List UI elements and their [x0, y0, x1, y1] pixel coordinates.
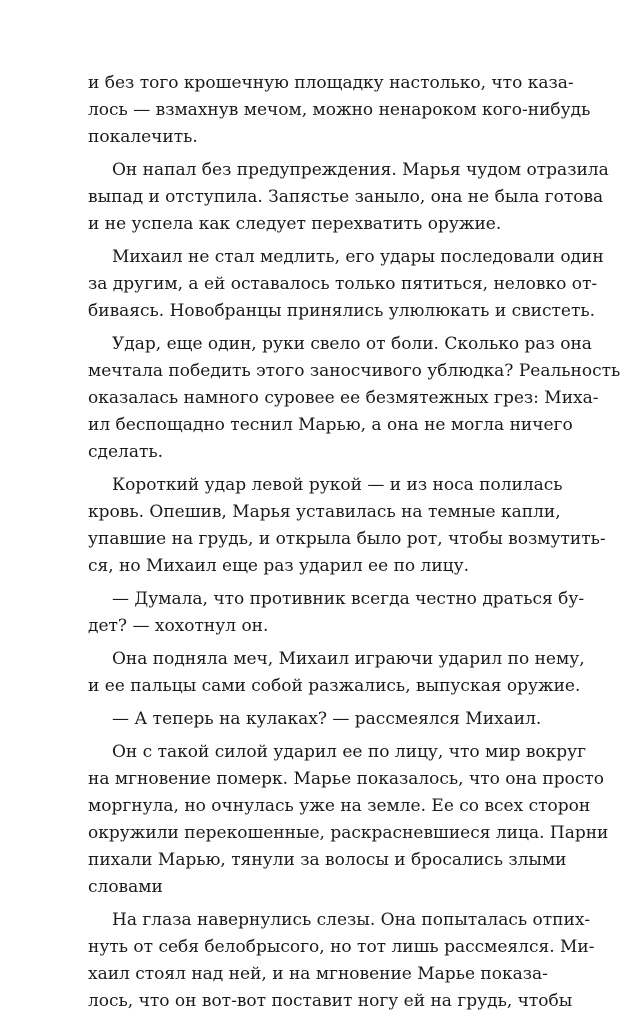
text-line: кровь. Опешив, Марья уставилась на темные капли, — [88, 502, 561, 522]
text-line: за другим, а ей оставалось только пятиться, неловко от- — [88, 274, 598, 294]
page-body — [88, 70, 621, 1021]
text-line: биваясь. Новобранцы принялись улюлюкать и свистеть. — [88, 301, 596, 321]
paragraph-2 — [88, 157, 609, 238]
text-line: моргнула, но очнулась уже на земле. Ее со всех сторон — [88, 796, 591, 816]
paragraph-7 — [88, 646, 585, 700]
text-line: на мгновение померк. Марье показалось, что она просто — [88, 769, 604, 789]
text-line: хаил стоял над ней, и на мгновение Марье показа- — [88, 964, 548, 984]
paragraph-6 — [88, 586, 585, 640]
text-line: Короткий удар левой рукой — и из носа полилась — [112, 475, 563, 495]
text-line: ил беспощадно теснил Марью, а она не могла ничего — [88, 415, 573, 435]
text-line: нуть от себя белобрысого, но тот лишь рассмеялся. Ми- — [88, 937, 595, 957]
paragraph-10 — [88, 907, 595, 1015]
text-line: и не успела как следует перехватить оружие. — [88, 214, 502, 234]
text-line: оказалась намного суровее ее безмятежных грез: Миха- — [88, 388, 599, 408]
paragraph-4 — [88, 331, 621, 466]
text-line: — А теперь на кулаках? — рассмеялся Михаил. — [112, 709, 542, 729]
paragraph-3 — [88, 244, 604, 325]
text-line: Она подняла меч, Михаил играючи ударил по нему, — [112, 649, 585, 669]
text-line: — Думала, что противник всегда честно драться бу- — [112, 589, 585, 609]
text-line: лось — взмахнув мечом, можно ненароком кого-нибудь — [88, 100, 591, 120]
text-line: покалечить. — [88, 127, 198, 147]
text-line: и без того крошечную площадку настолько, что каза- — [88, 73, 574, 93]
paragraph-1 — [88, 70, 591, 151]
text-line: ся, но Михаил еще раз ударил ее по лицу. — [88, 556, 470, 576]
text-line: Удар, еще один, руки свело от боли. Сколько раз она — [112, 334, 592, 354]
text-line: лось, что он вот-вот поставит ногу ей на грудь, чтобы — [88, 991, 573, 1011]
text-line: сделать. — [88, 442, 164, 462]
text-line: выпад и отступила. Запястье заныло, она не была готова — [88, 187, 604, 207]
paragraph-9 — [88, 739, 609, 901]
text-line: Он напал без предупреждения. Марья чудом отразила — [112, 160, 609, 180]
text-line: словами — [88, 877, 163, 897]
text-line: Михаил не стал медлить, его удары последовали один — [112, 247, 604, 267]
text-line: мечтала победить этого заносчивого ублюдка? Реальность — [88, 361, 621, 381]
text-line: На глаза навернулись слезы. Она попыталась отпих- — [112, 910, 591, 930]
paragraph-5 — [88, 472, 606, 580]
text-line: упавшие на грудь, и открыла было рот, чтобы возмутить- — [88, 529, 606, 549]
text-line: пихали Марью, тянули за волосы и бросались злыми — [88, 850, 567, 870]
text-line: дет? — хохотнул он. — [88, 616, 269, 636]
text-line: окружили перекошенные, раскрасневшиеся лица. Парни — [88, 823, 609, 843]
text-line: Он с такой силой ударил ее по лицу, что мир вокруг — [112, 742, 587, 762]
text-line: и ее пальцы сами собой разжались, выпуская оружие. — [88, 676, 581, 696]
paragraph-8 — [88, 706, 540, 733]
